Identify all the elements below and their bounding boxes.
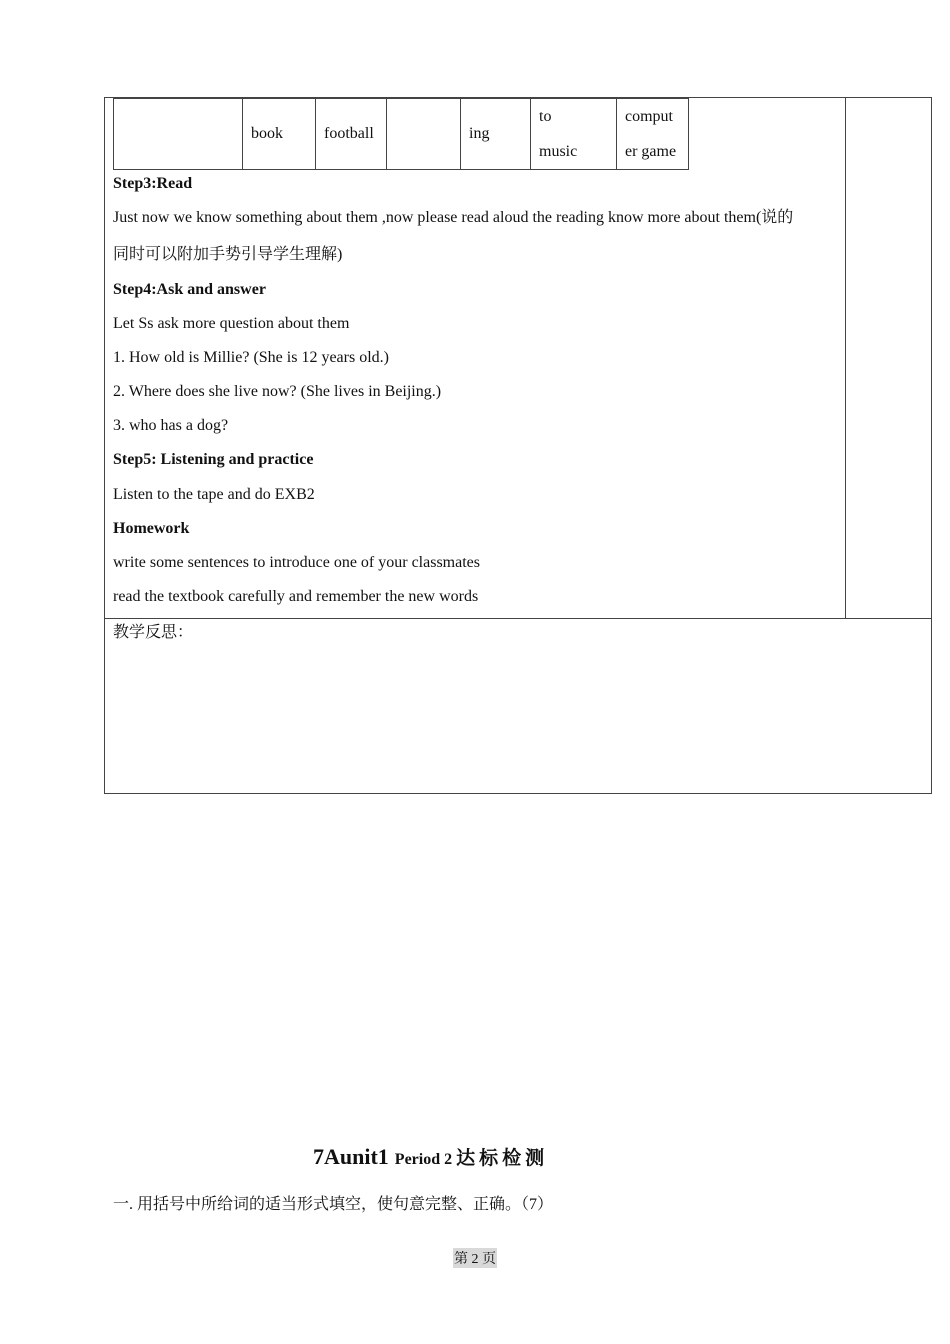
table-cell: to music [531,99,617,170]
question-1: 1. How old is Millie? (She is 12 years old.) [113,349,389,366]
step4-heading: Step4:Ask and answer [113,281,266,298]
homework-heading: Homework [113,520,190,537]
title-period: Period 2 [394,1151,453,1168]
reflection-divider [104,618,932,619]
title-cn: 达标检测 [456,1148,549,1169]
step3-text: Just now we know something about them ,now please read aloud the reading know more about them(说的 [113,209,794,226]
hobbies-table [113,98,689,170]
table-cell: book [243,99,316,170]
exercise-instruction: 一. 用括号中所给词的适当形式填空，使句意完整、正确。（7） [113,1196,554,1213]
table-cell [114,99,243,170]
table-cell: ing [461,99,531,170]
right-column-divider [845,97,846,619]
lesson-plan-table [104,97,932,794]
step3-heading: Step3:Read [113,175,193,192]
table-cell: comput er game [617,99,689,170]
table-cell: football [316,99,387,170]
step4-intro: Let Ss ask more question about them [113,315,350,332]
page-number: 第 2 页 [453,1248,497,1268]
question-2: 2. Where does she live now? (She lives in Beijing.) [113,383,442,400]
homework-item: read the textbook carefully and remember the new words [113,588,479,605]
step5-text: Listen to the tape and do EXB2 [113,486,315,503]
title-main: 7Aunit1 [313,1144,389,1169]
homework-item: write some sentences to introduce one of your classmates [113,554,480,571]
step3-text-cont: 同时可以附加手势引导学生理解) [113,246,343,263]
reflection-label: 教学反思： [113,624,194,641]
table-row [114,99,689,170]
section-title [313,1143,548,1170]
step5-heading: Step5: Listening and practice [113,451,314,468]
question-3: 3. who has a dog? [113,417,229,434]
table-cell [387,99,461,170]
